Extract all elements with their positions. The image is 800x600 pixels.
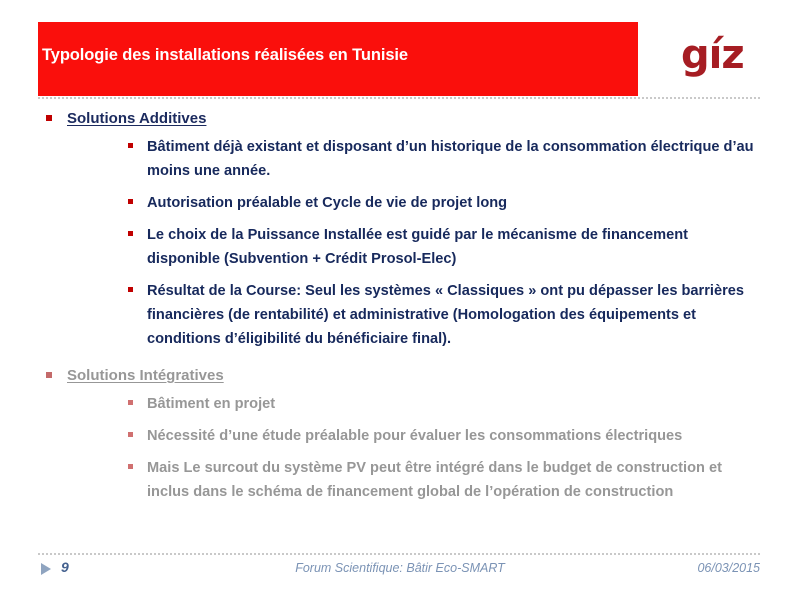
- list-item: [0, 223, 800, 271]
- list-item-label: Autorisation préalable et Cycle de vie de projet long: [147, 195, 508, 211]
- square-bullet-icon: [128, 392, 147, 405]
- list-item-label: Résultat de la Course: Seul les systèmes « Classiques » ont pu dépasser les barrières financières (de rentabilité) et administrative (Homologation des équipements et conditions d’éligibilité du bénéficiaire final).: [147, 283, 744, 347]
- footer-date: 06/03/2015: [697, 561, 760, 575]
- header-divider: [38, 97, 760, 99]
- square-bullet-icon: [46, 365, 67, 378]
- square-bullet-icon: [128, 135, 147, 148]
- square-bullet-icon: [128, 279, 147, 292]
- list-item: [0, 191, 800, 215]
- page-number: 9: [61, 559, 69, 575]
- list-item: [0, 392, 800, 416]
- list-item-label: Nécessité d’une étude préalable pour évaluer les consommations électriques: [147, 428, 683, 444]
- square-bullet-icon: [46, 108, 67, 121]
- square-bullet-icon: [128, 424, 147, 437]
- list-item-label: Bâtiment déjà existant et disposant d’un historique de la consommation électrique d’au moins une année.: [147, 139, 754, 179]
- square-bullet-icon: [128, 191, 147, 204]
- giz-logo: gíz: [681, 32, 744, 78]
- page-title: Typologie des installations réalisées en Tunisie: [42, 46, 408, 64]
- section-heading-solutions-additives: [0, 108, 800, 130]
- list-item-label: Bâtiment en projet: [147, 396, 276, 412]
- slide-footer: [0, 558, 800, 586]
- slide-body: [0, 108, 800, 512]
- footer-event-title: Forum Scientifique: Bâtir Eco-SMART: [295, 561, 505, 575]
- section-heading-solutions-integratives: [0, 365, 800, 387]
- section-heading-label: Solutions Additives: [67, 110, 207, 127]
- section-heading-label: Solutions Intégratives: [67, 367, 224, 384]
- list-item: [0, 456, 800, 504]
- list-item: [0, 424, 800, 448]
- list-item-label: Mais Le surcout du système PV peut être intégré dans le budget de construction et inclus dans le schéma de financement global de l’opération de construction: [147, 460, 722, 500]
- footer-divider: [38, 553, 760, 555]
- square-bullet-icon: [128, 456, 147, 469]
- list-item: [0, 279, 800, 351]
- list-item: [0, 135, 800, 183]
- list-item-label: Le choix de la Puissance Installée est guidé par le mécanisme de financement disponible (Subvention + Crédit Prosol-Elec): [147, 227, 688, 267]
- square-bullet-icon: [128, 223, 147, 236]
